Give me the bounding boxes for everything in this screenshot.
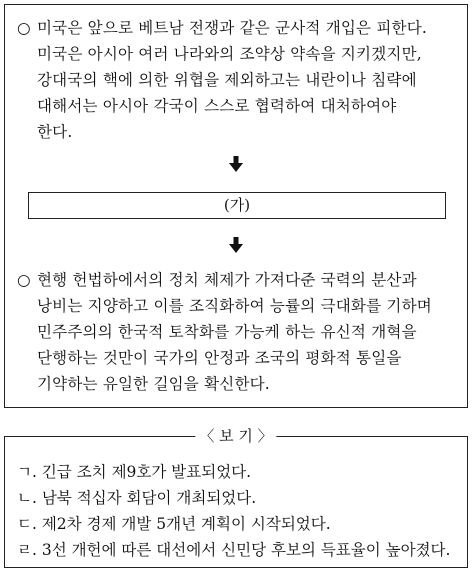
down-arrow-icon [229, 237, 243, 253]
paragraph-nixon-doctrine [17, 15, 427, 145]
passage-line: 기약하는 유일한 길임을 확신한다. [37, 375, 270, 393]
passage-line: 한다. [37, 123, 73, 141]
down-arrow-icon [229, 156, 243, 172]
bogi-item-c: ㄷ. 제2차 경제 개발 5개년 계획이 시작되었다. [17, 515, 331, 533]
passage-line: 대해서는 아시아 각국이 스스로 협력하여 대처하여야 [37, 97, 397, 115]
circle-bullet-icon: ○ [17, 271, 31, 289]
bogi-list [17, 459, 450, 563]
blank-ga-label: (가) [223, 196, 251, 214]
paragraph-yushin-declaration [17, 267, 432, 397]
bogi-box [4, 427, 468, 568]
bogi-item-b: ㄴ. 남북 적십자 회담이 개최되었다. [17, 489, 257, 507]
passage-line: ○ 현행 헌법하에서의 정치 체제가 가져다준 국력의 분산과 [17, 267, 432, 293]
blank-ga-box [28, 192, 446, 219]
bogi-item-a: ㄱ. 긴급 조치 제9호가 발표되었다. [17, 463, 252, 481]
bogi-item-d: ㄹ. 3선 개헌에 따른 대선에서 신민당 후보의 득표율이 높아졌다. [17, 541, 451, 559]
bogi-title: 〈 보 기 〉 [195, 426, 276, 446]
passage-line: 낭비는 지양하고 이를 조직화하여 능률의 극대화를 기하며 [37, 297, 432, 315]
passage-line: 강대국의 핵에 의한 위협을 제외하고는 내란이나 침략에 [37, 71, 417, 89]
passage-line: 미국은 아시아 여러 나라와의 조약상 약속을 지키겠지만, [37, 45, 422, 63]
passage-box [4, 4, 468, 408]
circle-bullet-icon: ○ [17, 19, 31, 37]
passage-line: 단행하는 것만이 국가의 안정과 조국의 평화적 통일을 [37, 349, 402, 367]
passage-line: 민주주의의 한국적 토착화를 가능케 하는 유신적 개혁을 [37, 323, 417, 341]
passage-line: ○ 미국은 앞으로 베트남 전쟁과 같은 군사적 개입은 피한다. [17, 15, 427, 41]
